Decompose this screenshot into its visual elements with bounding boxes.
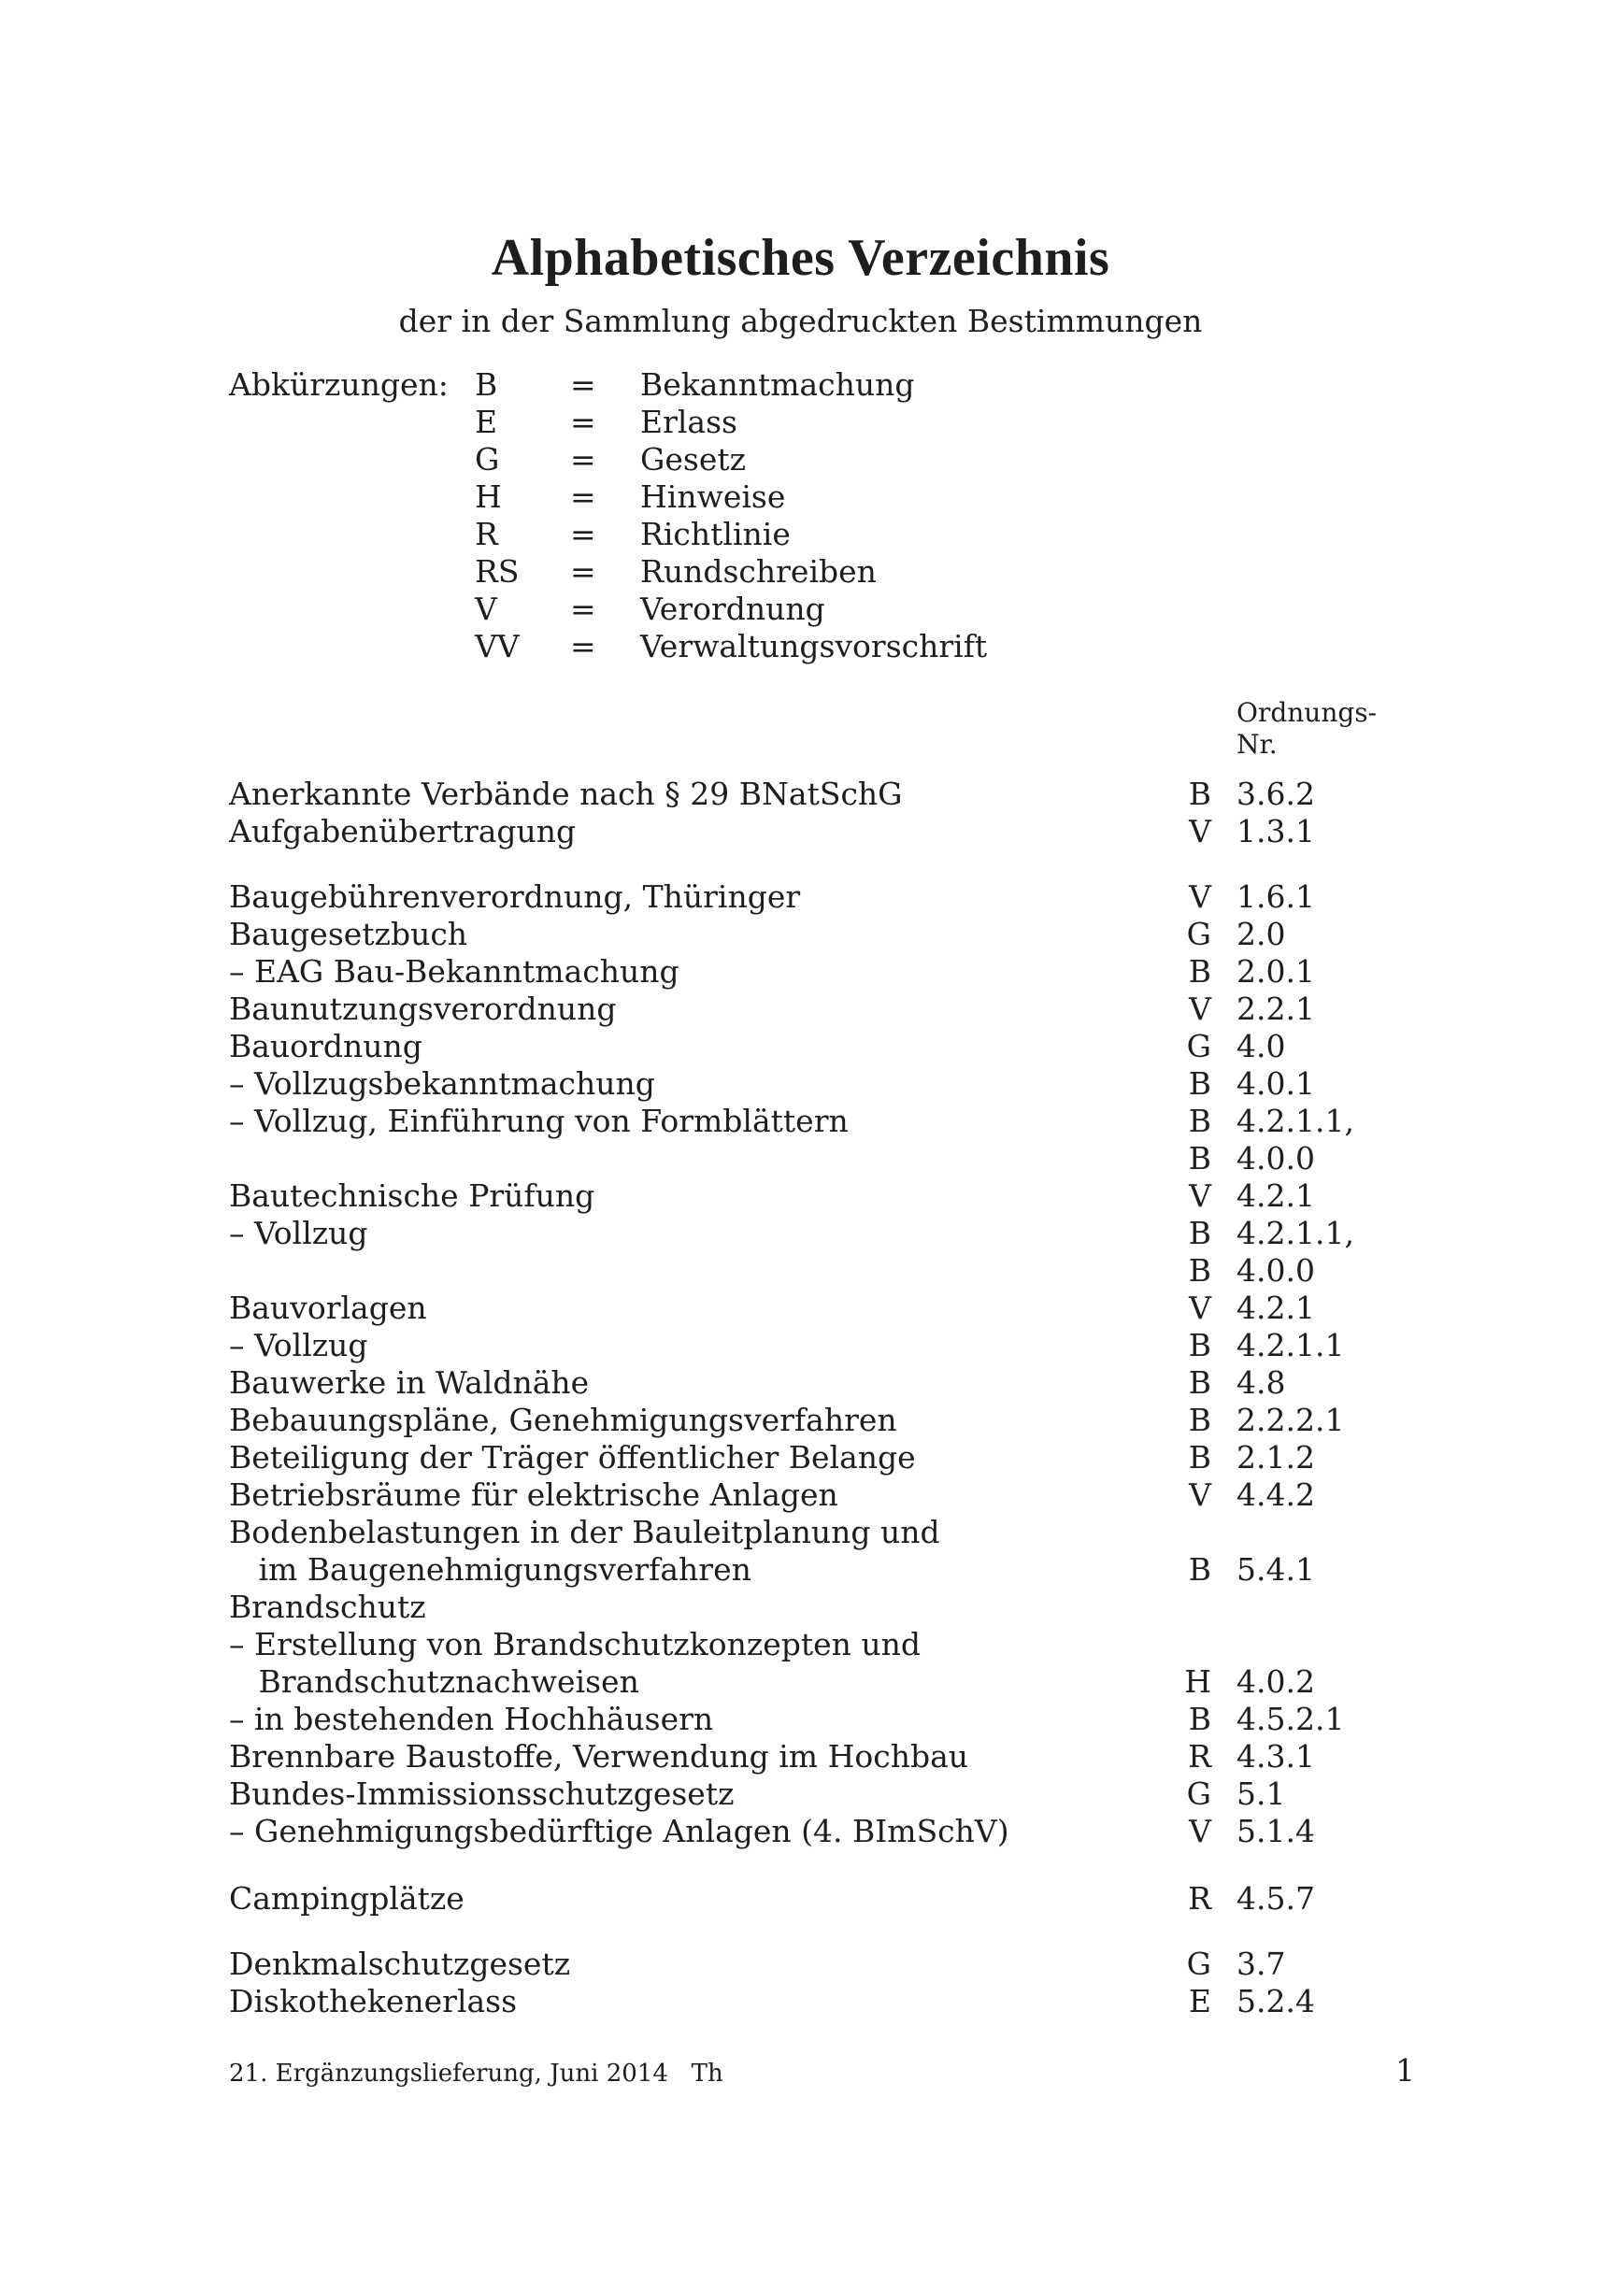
- entry-number: 2.0.1: [1236, 953, 1315, 990]
- index-entry: [0, 1880, 1601, 1918]
- entry-term: – Vollzug: [229, 1215, 368, 1251]
- entry-term: Brennbare Baustoffe, Verwendung im Hochbau: [229, 1738, 969, 1775]
- entry-number: 4.0.1: [1236, 1065, 1315, 1102]
- abbreviation-equals: =: [570, 553, 596, 590]
- entry-number: 2.2.2.1: [1236, 1402, 1345, 1438]
- entry-term: im Baugenehmigungsverfahren: [229, 1551, 751, 1588]
- index-entry: [0, 878, 1601, 916]
- index-entry: [0, 916, 1601, 953]
- entry-number: 4.2.1.1: [1236, 1327, 1345, 1363]
- entry-type: B: [1188, 1065, 1211, 1102]
- entry-type: R: [1188, 1738, 1211, 1775]
- index-entry: [0, 953, 1601, 991]
- entry-number: 4.0.2: [1236, 1663, 1315, 1700]
- entry-number: 4.5.7: [1236, 1880, 1315, 1917]
- ordnungsnummer-column-header: [1236, 697, 1377, 761]
- entry-term: Bauwerke in Waldnähe: [229, 1364, 590, 1401]
- index-entry: [0, 1738, 1601, 1775]
- entry-type: V: [1189, 813, 1211, 849]
- entry-type: G: [1186, 1946, 1211, 1982]
- entry-term: Diskothekenerlass: [229, 1983, 518, 2019]
- entry-term: – in bestehenden Hochhäusern: [229, 1701, 714, 1737]
- index-entry: [0, 1103, 1601, 1140]
- entry-type: B: [1188, 953, 1211, 990]
- entry-type: V: [1189, 991, 1211, 1027]
- index-entry: [0, 1364, 1601, 1402]
- index-entry: [0, 1215, 1601, 1252]
- entry-term: Betriebsräume für elektrische Anlagen: [229, 1476, 838, 1513]
- entry-number: 2.2.1: [1236, 991, 1315, 1027]
- entry-type: V: [1189, 1290, 1211, 1326]
- entry-number: 5.4.1: [1236, 1551, 1315, 1588]
- column-header-line: Nr.: [1236, 729, 1278, 760]
- entry-term: Bundes-Immissionsschutzgesetz: [229, 1775, 735, 1812]
- entry-type: B: [1188, 1327, 1211, 1363]
- entry-term: Aufgabenübertragung: [229, 813, 577, 849]
- entry-type: B: [1188, 1551, 1211, 1588]
- index-entry: [0, 1327, 1601, 1364]
- entry-number: 4.2.1.1,: [1236, 1103, 1354, 1139]
- entry-type: V: [1189, 1476, 1211, 1513]
- index-entry: [0, 1177, 1601, 1215]
- entry-term: – EAG Bau-Bekanntmachung: [229, 953, 679, 990]
- entry-number: 5.1.4: [1236, 1813, 1315, 1849]
- index-entry: [0, 1290, 1601, 1327]
- entry-type: H: [1184, 1663, 1211, 1700]
- entry-term: Anerkannte Verbände nach § 29 BNatSchG: [229, 776, 903, 812]
- index-entry: [0, 1946, 1601, 1983]
- page-title: Alphabetisches Verzeichnis: [491, 229, 1110, 287]
- index-entry: [0, 813, 1601, 850]
- entry-term: Bodenbelastungen in der Bauleitplanung und: [229, 1514, 940, 1550]
- entry-term: Campingplätze: [229, 1880, 465, 1917]
- entry-number: 4.2.1.1,: [1236, 1215, 1354, 1251]
- entry-number: 4.2.1: [1236, 1177, 1315, 1214]
- abbreviation-meaning: Richtlinie: [640, 516, 791, 552]
- index-entry: [0, 1983, 1601, 2020]
- entry-type: G: [1186, 1028, 1211, 1064]
- abbreviation-meaning: Gesetz: [640, 441, 747, 478]
- column-header-line: Ordnungs-: [1236, 697, 1378, 728]
- entry-type: B: [1188, 776, 1211, 812]
- entry-number: 2.1.2: [1236, 1439, 1315, 1476]
- entry-type: B: [1188, 1439, 1211, 1476]
- entry-term: Beteiligung der Träger öffentlicher Belange: [229, 1439, 916, 1476]
- abbreviation-code: VV: [475, 628, 520, 664]
- abbreviation-meaning: Hinweise: [640, 478, 786, 515]
- abbreviation-equals: =: [570, 404, 596, 440]
- entry-type: V: [1189, 1813, 1211, 1849]
- abbreviation-code: B: [475, 366, 498, 403]
- index-entry: [0, 1813, 1601, 1850]
- entry-type: B: [1188, 1103, 1211, 1139]
- index-entry: [0, 1439, 1601, 1476]
- entry-term: Baugesetzbuch: [229, 916, 468, 952]
- abbreviation-code: G: [475, 441, 500, 478]
- entry-number: 1.6.1: [1236, 878, 1315, 915]
- entry-number: 4.0.0: [1236, 1140, 1315, 1177]
- abbreviation-code: R: [475, 516, 498, 552]
- page-number: 1: [1395, 2052, 1415, 2089]
- entry-term: Denkmalschutzgesetz: [229, 1946, 571, 1982]
- entry-term: Bauordnung: [229, 1028, 422, 1064]
- entry-type: B: [1188, 1402, 1211, 1438]
- index-entry: [0, 1252, 1601, 1290]
- entry-number: 4.2.1: [1236, 1290, 1315, 1326]
- entry-number: 4.4.2: [1236, 1476, 1315, 1513]
- entry-number: 1.3.1: [1236, 813, 1315, 849]
- entry-term: Brandschutz: [229, 1589, 426, 1625]
- entry-number: 5.1: [1236, 1775, 1286, 1812]
- entry-number: 4.0: [1236, 1028, 1286, 1064]
- index-entry: [0, 1065, 1601, 1103]
- abbreviation-meaning: Rundschreiben: [640, 553, 877, 590]
- abbreviation-equals: =: [570, 366, 596, 403]
- abbreviations-label: Abkürzungen:: [229, 366, 449, 403]
- abbreviation-code: RS: [475, 553, 520, 590]
- footer-edition: 21. Ergänzungslieferung, Juni 2014 Th: [229, 2060, 723, 2088]
- entry-type: R: [1188, 1880, 1211, 1917]
- entry-type: B: [1188, 1215, 1211, 1251]
- index-entry: [0, 1402, 1601, 1439]
- entry-term: Baugebührenverordnung, Thüringer: [229, 878, 801, 915]
- abbreviation-equals: =: [570, 591, 596, 627]
- abbreviation-equals: =: [570, 628, 596, 664]
- entry-term: Baunutzungsverordnung: [229, 991, 617, 1027]
- abbreviation-meaning: Verwaltungsvorschrift: [640, 628, 988, 664]
- abbreviation-code: V: [475, 591, 497, 627]
- entry-type: B: [1188, 1140, 1211, 1177]
- index-entry: [0, 1140, 1601, 1177]
- entry-term: Bautechnische Prüfung: [229, 1177, 595, 1214]
- entry-type: B: [1188, 1701, 1211, 1737]
- entry-term: Bebauungspläne, Genehmigungsverfahren: [229, 1402, 897, 1438]
- entry-type: G: [1186, 916, 1211, 952]
- index-entry: [0, 1589, 1601, 1626]
- index-entry: [0, 1476, 1601, 1514]
- index-entry: [0, 991, 1601, 1028]
- entry-number: 4.5.2.1: [1236, 1701, 1345, 1737]
- abbreviation-equals: =: [570, 441, 596, 478]
- entry-term: – Vollzug, Einführung von Formblättern: [229, 1103, 849, 1139]
- entry-number: 4.0.0: [1236, 1252, 1315, 1289]
- entry-number: 4.3.1: [1236, 1738, 1315, 1775]
- index-entry: [0, 776, 1601, 813]
- abbreviation-equals: =: [570, 516, 596, 552]
- entry-term: – Genehmigungsbedürftige Anlagen (4. BImSchV): [229, 1813, 1009, 1849]
- entry-type: G: [1186, 1775, 1211, 1812]
- entry-term: – Vollzug: [229, 1327, 368, 1363]
- entry-type: V: [1189, 878, 1211, 915]
- abbreviation-equals: =: [570, 478, 596, 515]
- index-entry: [0, 1701, 1601, 1738]
- entry-type: B: [1188, 1252, 1211, 1289]
- entry-number: 3.7: [1236, 1946, 1286, 1982]
- abbreviation-meaning: Verordnung: [640, 591, 825, 627]
- abbreviation-meaning: Erlass: [640, 404, 737, 440]
- index-entry: [0, 1514, 1601, 1551]
- entry-number: 5.2.4: [1236, 1983, 1315, 2019]
- index-entry: [0, 1028, 1601, 1065]
- entry-type: E: [1188, 1983, 1211, 2019]
- abbreviation-code: H: [475, 478, 502, 515]
- index-entry: [0, 1551, 1601, 1589]
- entry-number: 3.6.2: [1236, 776, 1315, 812]
- index-entry: [0, 1663, 1601, 1701]
- index-entry: [0, 1626, 1601, 1663]
- entry-term: Bauvorlagen: [229, 1290, 427, 1326]
- entry-type: B: [1188, 1364, 1211, 1401]
- entry-term: – Erstellung von Brandschutzkonzepten und: [229, 1626, 922, 1662]
- entry-number: 2.0: [1236, 916, 1286, 952]
- abbreviation-meaning: Bekanntmachung: [640, 366, 915, 403]
- index-entry: [0, 1775, 1601, 1813]
- abbreviation-code: E: [475, 404, 498, 440]
- entry-number: 4.8: [1236, 1364, 1286, 1401]
- entry-type: V: [1189, 1177, 1211, 1214]
- page-subtitle: der in der Sammlung abgedruckten Bestimmungen: [398, 303, 1203, 339]
- entry-term: Brandschutznachweisen: [229, 1663, 639, 1700]
- entry-term: – Vollzugsbekanntmachung: [229, 1065, 655, 1102]
